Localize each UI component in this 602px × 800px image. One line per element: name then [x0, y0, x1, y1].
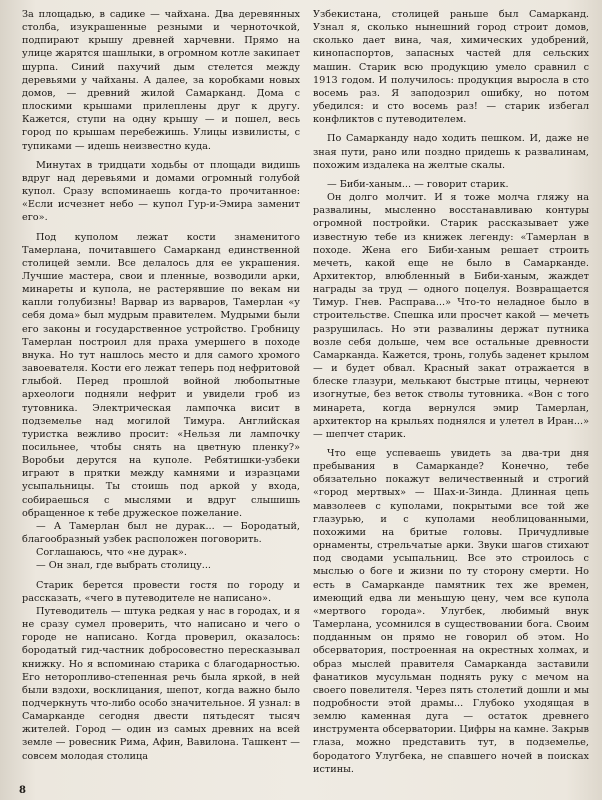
paragraph: Узбекистана, столицей раньше был Самарканд. Узнал я, сколько нынешний город строит домов, сколько дает вина, чая, химических удобрений, кинопаспортов, запасных частей для сельских машин. Старик всю продукцию умело сравнил с 1913 годом. И получилось: продукция выросла в сто восемь раз. Я заподозрил ошибку, но потом убедился: и сто восемь раз! — старик избегал конфликтов с путеводителем. — [313, 9, 589, 126]
paragraph: — Биби-ханым... — говорит старик. — [327, 178, 509, 190]
paragraph: По Самарканду надо ходить пешком. И, даже не зная пути, рано или поздно придешь к развалинам, похожим издалека на желтые скалы. — [313, 133, 589, 171]
paragraph: Минутах в тридцати ходьбы от площади видишь вдруг над деревьями и домами огромный голубой купол. Сразу вспоминаешь когда-то прочитанное: «Если исчезнет небо — купол Гур-и-Эмира заменит его». — [22, 159, 300, 224]
paragraph: Под куполом лежат кости знаменитого Тамерлана, почитавшего Самарканд единственной столицей земли. Все делалось для ее украшения. Лучшие мастера, свои и пленные, возводили арки, минареты и купола, не растерявшие по векам ни капли голубизны! Варвар из варваров, Тамерлан «у себя дома» был мудрым правителем. Мудрыми были его законы и государственное устройство. Гробницу Тамерлан построил для праха умершего в походе внука. Но тут нашлось место и для самого хромого завоевателя. Кости его лежат теперь под нефритовой глыбой. Перед прошлой войной любопытные археологи подняли нефрит и увидели гроб из тутовника. Электрическая лампочка висит в подземелье над могилой Тимура. Английская туристка вежливо просит: «Нельзя ли лампочку посильнее, чтобы снять на цветную пленку?» Воробьи дерутся на куполе. Ребятишки-узбеки играют в прятки между камнями и изразцами усыпальницы. Ты стоишь под аркой у входа, собираешься с мыслями и вдруг слышишь обращенное к тебе дружеское пожелание. — [22, 231, 300, 519]
right-text-column — [313, 8, 589, 782]
left-text-column — [22, 8, 300, 782]
paragraph: — Он знал, где выбрать столицу... — [36, 560, 212, 572]
paragraph: Путеводитель — штука редкая у нас в городах, и я не сразу сумел проверить, что написано и чего о городе не написано. Когда проверил, оказалось: бородатый гид-частник добросовестно пересказывал книжку. Но я вспоминаю старика с благодарностью. Его неторопливо-степенная речь была яркой, в ней были вздохи, восклицания, шепот, когда важно было подчеркнуть что-либо особо значительное. Я узнал: в Самарканде сегодня двести пятьдесят тысяч жителей. Город — один из самых древних на всей земле — ровесник Рима, Афин, Вавилона. Ташкент — совсем молодая столица — [22, 605, 300, 762]
paragraph: Старик берется провести гостя по городу и рассказать, «чего в путеводителе не написано». — [22, 579, 300, 604]
page-number: 8 — [19, 785, 26, 796]
paragraph: За площадью, в садике — чайхана. Два деревянных столба, изукрашенные резными и черноточкой, подпирают крышу древней харчевни. Прямо на улице жарятся шашлыки, в огромном котле закипает шурпа. Синий пахучий дым стелется между деревьями у чайханы. А далее, за коробками новых домов, — древний жилой Самарканд. Дома с плоскими крышами прилеплены друг к другу. Кажется, ступи на одну крышу — и пошел, весь город по крышам перебежишь. Улицы извилисты, с тупиками — идешь неизвестно куда. — [22, 9, 300, 152]
paragraph: Что еще успеваешь увидеть за два-три дня пребывания в Самарканде? Конечно, тебе обязательно покажут величественный и строгий «город мертвых» — Шах-и-Зинда. Длинная цепь мавзолеев с куполами, покрытыми все той же глазурью, и с куполами необлицованными, похожими на бритые головы. Причудливые орнаменты, стрельчатые арки. Звуки шагов стихают под сводами усыпальниц. Все это строилось с мыслью о боге и жизни по ту сторону смерти. Но есть в Самарканде памятник тех же времен, имеющий едва ли меньшую цену, чем все купола «мертвого города». Улугбек, любимый внук Тамерлана, усомнился в существовании бога. Своим подданным он прямо не говорил об этом. Но обсерватория, построенная на окрестных холмах, и образ мыслей правителя Самарканда заставили фанатиков мусульман поднять руку с мечом на своего повелителя. Через пять столетий дошли и мы подробности этой драмы... Глубоко уходящая в землю каменная дуга — остаток древнего инструмента обсерватории. Цифры на камне. Закрыв глаза, можно представить тут, в подземелье, бородатого Улугбека, не спавшего ночей в поисках истины. — [313, 448, 589, 775]
paragraph: — А Тамерлан был не дурак... — Бородатый, благообразный узбек расположен поговорить. — [22, 520, 300, 546]
paragraph: Он долго молчит. И я тоже молча гляжу на развалины, мысленно восстанавливаю контуры огромной постройки. Старик рассказывает уже известную тебе из книжек легенду: «Тамерлан в походе. Жена его Биби-ханым решает строить мечеть, какой еще не было в Самарканде. Архитектор, влюбленный в Биби-ханым, жаждет награды за труд — одного поцелуя. Возвращается Тимур. Гнев. Расправа...» Что-то неладное было в строительстве. Спешка или просчет какой — мечеть разрушилась. Но эти развалины держат путника возле себя дольше, чем все остальные древности Самарканда. Кажется, тронь, голубь заденет крылом — и будет обвал. Красный закат отражается в блеске глазури, мелькают быстрые птицы, чернеют изогнутые, без веток стволы тутовника. «Вон с того минарета, когда вернулся эмир Тамерлан, архитектор на крыльях поднялся и улетел в Иран...» — шепчет старик. — [313, 192, 589, 440]
paragraph: Соглашаюсь, что «не дурак». — [36, 547, 187, 559]
